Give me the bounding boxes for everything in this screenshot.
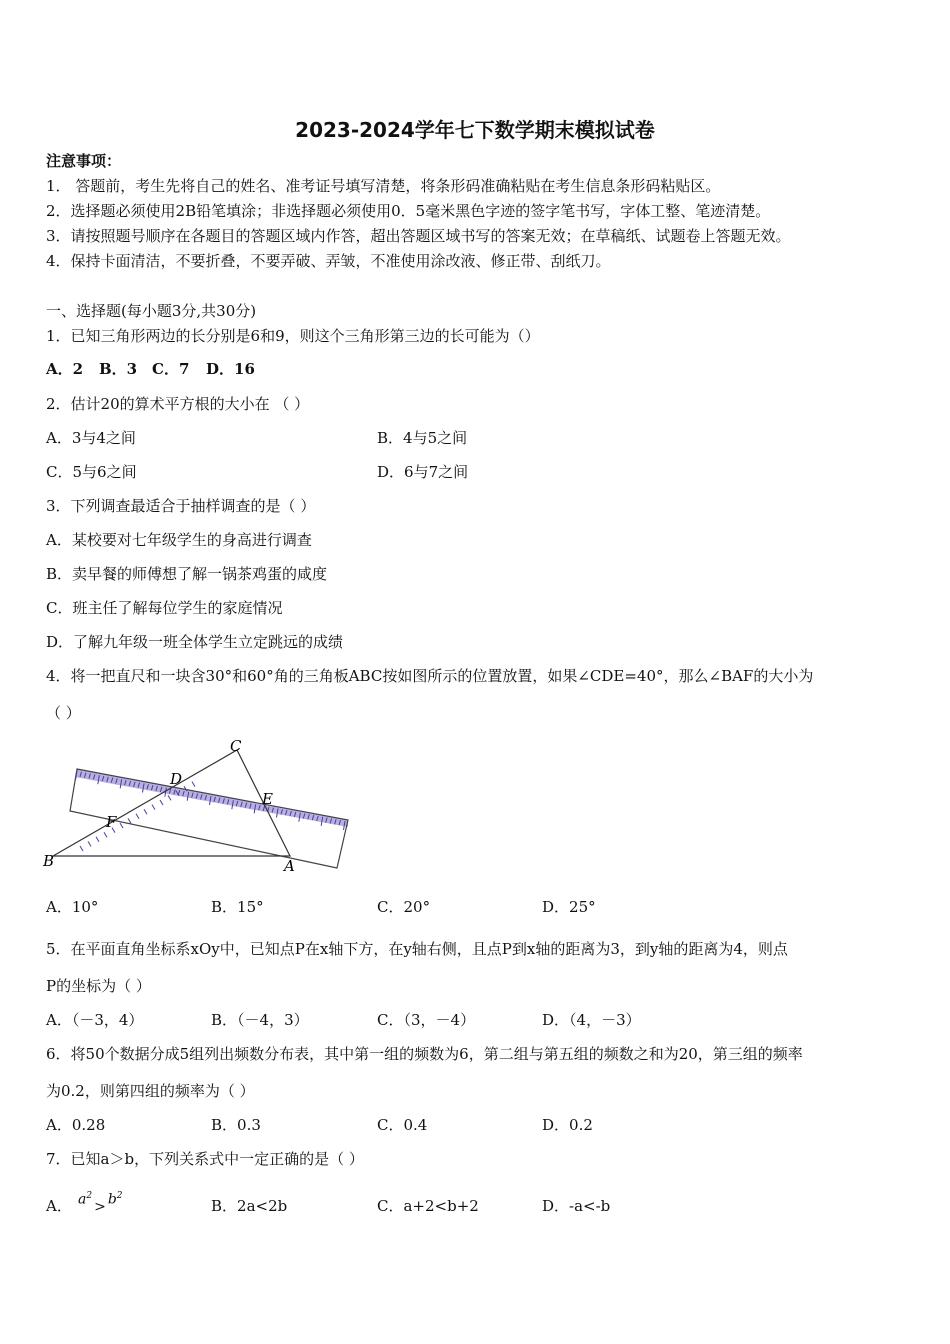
q2-option-c: C．5与6之间 (46, 463, 137, 481)
expr-exp-a: 2 (86, 1191, 93, 1201)
q6-option-d: D．0.2 (542, 1116, 593, 1134)
label-d: D (170, 770, 183, 788)
q7-option-a-expression (78, 1186, 123, 1215)
q6-stem-line1: 6．将50个数据分成5组列出频数分布表，其中第一组的频数为6，第二组与第五组的频数之和为20，第三组的频率 (46, 1045, 803, 1063)
notice-item-4: 4．保持卡面清洁，不要折叠，不要弄破、弄皱，不准使用涂改液、修正带、刮纸刀。 (46, 252, 611, 270)
q3-stem: 3．下列调查最适合于抽样调查的是（ ） (46, 497, 316, 515)
q7-stem: 7．已知a＞b，下列关系式中一定正确的是（ ） (46, 1150, 364, 1168)
q3-option-b: B．卖早餐的师傅想了解一锅茶鸡蛋的咸度 (46, 565, 328, 583)
q7-option-d: D．-a<-b (542, 1197, 611, 1215)
q3-option-a: A．某校要对七年级学生的身高进行调查 (46, 531, 312, 549)
q2-option-d: D．6与7之间 (377, 463, 469, 481)
q1-option-b: B．3 (99, 360, 138, 378)
expr-relation: > (94, 1198, 106, 1215)
q4-stem-line1: 4．将一把直尺和一块含30°和60°角的三角板ABC按如图所示的位置放置，如果∠CDE=40°，那么∠BAF的大小为 (46, 667, 814, 685)
q4-figure-ruler-triangle (40, 738, 360, 878)
q1-stem: 1．已知三角形两边的长分别是6和9，则这个三角形第三边的长可能为（） (46, 327, 540, 345)
q4-option-c: C．20° (377, 898, 431, 916)
q4-stem-line2: （ ） (46, 704, 81, 722)
label-f: F (106, 813, 117, 831)
q5-stem-line1: 5．在平面直角坐标系xOy中，已知点P在x轴下方，在y轴右侧，且点P到x轴的距离为3，到y轴的距离为4，则点 (46, 940, 788, 958)
label-b: B (43, 852, 55, 870)
notice-item-3: 3．请按照题号顺序在各题目的答题区域内作答，超出答题区域书写的答案无效；在草稿纸、试题卷上答题无效。 (46, 227, 791, 245)
section-heading: 一、选择题(每小题3分,共30分) (46, 302, 257, 320)
ruler-ticks (76, 771, 346, 851)
q1-option-d: D．16 (206, 360, 255, 378)
q5-option-d: D．（4，－3） (542, 1011, 641, 1029)
q6-option-a: A．0.28 (46, 1116, 106, 1134)
expr-base-a: a (78, 1191, 87, 1208)
q2-option-b: B．4与5之间 (377, 429, 468, 447)
q7-option-a-letter: A． (46, 1197, 72, 1215)
q4-option-b: B．15° (211, 898, 264, 916)
q1-option-a: A．2 (46, 360, 84, 378)
notice-heading: 注意事项： (46, 152, 122, 170)
q7-option-c: C．a+2<b+2 (377, 1197, 479, 1215)
q1-option-c: C．7 (152, 360, 190, 378)
label-c: C (230, 738, 242, 755)
q3-option-c: C．班主任了解每位学生的家庭情况 (46, 599, 283, 617)
q2-option-a: A．3与4之间 (46, 429, 136, 447)
label-a: A (284, 857, 295, 875)
q6-option-c: C．0.4 (377, 1116, 428, 1134)
q5-option-b: B．（－4，3） (211, 1011, 309, 1029)
q3-option-d: D．了解九年级一班全体学生立定跳远的成绩 (46, 633, 344, 651)
q6-option-b: B．0.3 (211, 1116, 261, 1134)
page-title: 2023-2024学年七下数学期末模拟试卷 (295, 118, 655, 142)
notice-item-2: 2．选择题必须使用2B铅笔填涂；非选择题必须使用0．5毫米黑色字迹的签字笔书写，字体工整、笔迹清楚。 (46, 202, 771, 220)
expr-base-b: b (107, 1191, 117, 1208)
q4-option-a: A．10° (46, 898, 99, 916)
q4-option-d: D．25° (542, 898, 596, 916)
q5-option-a: A．（－3，4） (46, 1011, 144, 1029)
expr-exp-b: 2 (116, 1191, 123, 1201)
notice-item-1: 1． 答题前，考生先将自己的姓名、准考证号填写清楚，将条形码准确粘贴在考生信息条形码粘贴区。 (46, 177, 721, 195)
q7-option-b: B．2a<2b (211, 1197, 288, 1215)
q5-option-c: C．（3，－4） (377, 1011, 476, 1029)
q2-stem: 2．估计20的算术平方根的大小在 （ ） (46, 395, 310, 413)
label-e: E (262, 790, 273, 808)
q5-stem-line2: P的坐标为（ ） (46, 977, 151, 995)
q6-stem-line2: 为0.2，则第四组的频率为（ ） (46, 1082, 255, 1100)
